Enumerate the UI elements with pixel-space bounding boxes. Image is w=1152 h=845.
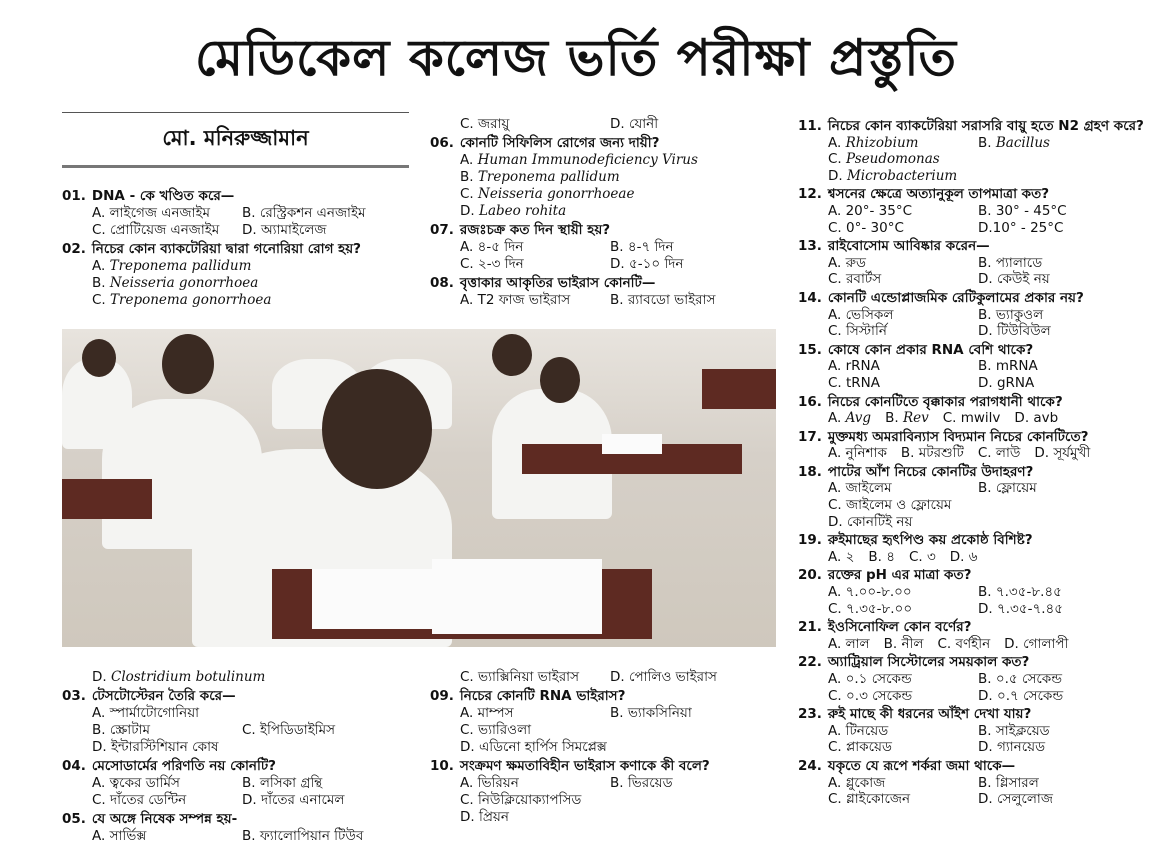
question-block [798, 186, 1148, 236]
question-block [798, 619, 1148, 652]
answer-option: B. ভ্যাকুওল [978, 306, 1044, 323]
answer-option: A. T2 ফাজ ভাইরাস [460, 292, 571, 308]
question-number: 14. [798, 289, 822, 306]
answer-option: A. রুড [828, 254, 866, 271]
question-text [430, 758, 775, 775]
answer-option: A. ৪-৫ দিন [460, 239, 524, 255]
answer-option: C. ভ্যারিওলা [460, 722, 532, 738]
answer-option: A. 20°- 35°C [828, 202, 913, 219]
answer-option: B. Rev [885, 410, 929, 427]
question-stem: টেসটোস্টেরন তৈরি করে— [91, 688, 236, 704]
answer-option: D. ৫-১০ দিন [610, 256, 684, 272]
question-block [62, 758, 412, 809]
question-number: 11. [798, 118, 822, 134]
answer-option: D. Clostridium botulinum [92, 669, 266, 685]
answer-option: B. ৪ [868, 548, 895, 565]
question-number: 23. [798, 706, 822, 723]
answer-option: D. ৭.৩৫-৭.৪৫ [978, 600, 1064, 617]
answer-option: B. Neisseria gonorrhoea [92, 275, 259, 291]
answer-option: B. নীল [883, 635, 924, 652]
answer-option: C. ০.৩ সেকেন্ড [828, 687, 913, 704]
question-stem: নিচের কোন ব্যাকটেরিয়া সরাসরি বায়ু হতে N2 গ্রহণ করে? [827, 118, 1144, 134]
question-number: 06. [430, 135, 454, 151]
answer-option: D. কেউই নয় [978, 271, 1050, 288]
question-stem: রক্তের pH এর মাত্রা কত? [827, 567, 972, 584]
answer-option: B. Bacillus [978, 134, 1050, 151]
answer-option: D. পোলিও ভাইরাস [610, 669, 717, 685]
question-text [798, 758, 1148, 775]
answer-option: C. Treponema gonorrhoea [92, 292, 272, 308]
answer-option: C. প্লাকয়েড [828, 739, 892, 756]
answer-option: D. সূর্যমুখী [1034, 445, 1091, 462]
question-text [62, 811, 412, 828]
question-stem: মেসোডার্মের পরিণতি নয় কোনটি? [91, 758, 277, 774]
answer-option: C. বর্ণহীন [937, 635, 991, 652]
question-stem: রাইবোসোম আবিষ্কার করেন— [827, 238, 990, 255]
question-stem: নিচের কোন ব্যাকটেরিয়া দ্বারা গনোরিয়া রোগ হয়? [91, 241, 362, 257]
question-block [430, 135, 775, 220]
question-text [798, 464, 1148, 481]
question-number: 07. [430, 222, 454, 238]
question-number: 20. [798, 567, 822, 584]
answer-option: D. ৬ [949, 548, 978, 565]
answer-option: B. 30° - 45°C [978, 202, 1067, 219]
answer-option: D. অ্যামাইলেজ [242, 222, 327, 238]
answer-option: C. রবার্টস [828, 271, 882, 288]
question-number: 24. [798, 757, 822, 774]
question-block [798, 238, 1148, 288]
question-text [798, 532, 1148, 549]
answer-option: C. লাউ [977, 445, 1021, 462]
answer-option: B. ৭.৩৫-৮.৪৫ [978, 584, 1062, 601]
question-stem: বৃত্তাকার আকৃতির ভাইরাস কোনটি— [459, 275, 656, 291]
answer-option: B. প্যালাডে [978, 254, 1043, 271]
question-number: 12. [798, 186, 822, 203]
question-stem: যকৃতে যে রূপে শর্করা জমা থাকে— [827, 757, 1016, 774]
answer-option: D. ০.৭ সেকেন্ড [978, 687, 1064, 704]
answer-option: D. গোলাপী [1004, 635, 1069, 652]
question-block [62, 811, 412, 845]
answer-option: D. Microbacterium [828, 167, 958, 184]
question-text [62, 758, 412, 775]
question-text [62, 241, 412, 258]
question-number: 15. [798, 341, 822, 358]
answer-option: B. mRNA [978, 358, 1038, 375]
question-number: 02. [62, 241, 86, 257]
answer-option: D.10° - 25°C [978, 219, 1064, 236]
question-stem: মুক্তমধ্য অমরাবিন্যাস বিদ্যমান নিচের কোনটিতে? [827, 428, 1089, 445]
question-block [798, 464, 1148, 530]
answer-option: C. গ্লাইকোজেন [828, 791, 911, 808]
question-text [798, 342, 1148, 359]
answer-option: B. লসিকা গ্রন্থি [242, 775, 323, 791]
answer-option: D. গ্যানয়েড [978, 739, 1046, 756]
answer-option: C. দাঁতের ডেন্টিন [92, 792, 187, 808]
answer-option: B. সাইক্লয়েড [978, 722, 1050, 739]
question-block [798, 706, 1148, 756]
answer-option: B. ০.৫ সেকেন্ড [978, 671, 1063, 687]
question-text [430, 275, 775, 292]
answer-option: D. ইন্টারস্টিশিয়ান কোষ [92, 739, 219, 755]
answer-option: C. mwilv [942, 410, 1001, 427]
question-block [798, 429, 1148, 462]
question-text [798, 118, 1148, 135]
question-stem: কোনটি সিফিলিস রোগের জন্য দায়ী? [459, 135, 660, 151]
answer-option: B. মটরশুটি [900, 445, 964, 462]
answer-option: A. ৭.০০-৮.০০ [828, 584, 912, 601]
question-block [430, 758, 775, 826]
question-block [798, 118, 1148, 184]
column-2-bottom [430, 669, 775, 826]
question-stem: শ্বসনের ক্ষেত্রে অত্যানুকূল তাপমাত্রা কত? [827, 186, 1050, 203]
answer-option: B. Treponema pallidum [460, 169, 620, 185]
answer-option: C. ইপিডিডাইমিস [242, 722, 336, 738]
question-block [798, 342, 1148, 392]
answer-option: B. ভিরয়েড [610, 775, 673, 791]
answer-option: B. ৪-৭ দিন [610, 239, 674, 255]
answer-option: C. সিস্টার্নি [828, 323, 887, 340]
question-stem: ইওসিনোফিল কোন বর্ণের? [827, 619, 972, 636]
answer-option: C. প্রোটিয়েজ এনজাইম [92, 222, 220, 238]
answer-option: D. gRNA [978, 374, 1035, 391]
answer-option: B. র‍্যাবডো ভাইরাস [610, 292, 716, 308]
answer-option: A. জাইলেম [828, 480, 892, 497]
question-block [430, 688, 775, 756]
question-block [430, 669, 775, 686]
question-text [62, 688, 412, 705]
column-1-bottom [62, 669, 412, 845]
question-block [62, 241, 412, 309]
question-text [430, 222, 775, 239]
question-number: 22. [798, 654, 822, 671]
question-block [798, 758, 1148, 808]
answer-option: B. রেস্ট্রিকশন এনজাইম [242, 205, 366, 221]
question-block [798, 567, 1148, 617]
answer-option: D. টিউবিউল [978, 323, 1051, 340]
answer-option: A. লাইগেজ এনজাইম [92, 205, 211, 221]
answer-option: C. 0°- 30°C [828, 219, 904, 236]
column-1-top [62, 186, 412, 309]
answer-option: B. ফ্যালোপিয়ান টিউব [242, 828, 364, 844]
answer-option: A. মাম্পস [460, 705, 514, 721]
question-number: 05. [62, 811, 86, 827]
question-stem: নিচের কোনটিতে বৃক্কাকার পরাগধানী থাকে? [827, 393, 1063, 410]
page-title: মেডিকেল কলেজ ভর্তি পরীক্ষা প্রস্তুতি [194, 29, 958, 87]
answer-option: D. এডিনো হার্পিস সিমপ্লেক্স [460, 739, 607, 755]
answer-option: A. গ্লুকোজ [828, 774, 886, 791]
question-stem: রুই মাছে কী ধরনের আঁইশ দেখা যায়? [827, 706, 1032, 723]
answer-option: A. ০.১ সেকেন্ড [828, 671, 912, 687]
question-number: 18. [798, 463, 822, 480]
answer-option: D. দাঁতের এনামেল [242, 792, 345, 808]
question-text [798, 394, 1148, 411]
answer-option: A. সার্ভিক্স [92, 828, 147, 844]
question-number: 10. [430, 758, 454, 774]
question-number: 17. [798, 428, 822, 445]
question-block [798, 394, 1148, 427]
question-stem: যে অঙ্গে নিষেক সম্পন্ন হয়- [91, 811, 238, 827]
question-block [62, 688, 412, 756]
exam-hall-photo [62, 329, 776, 647]
question-number: 19. [798, 532, 822, 549]
answer-option: C. Pseudomonas [828, 151, 940, 168]
answer-option: A. ত্বকের ডার্মিস [92, 775, 180, 791]
question-stem: নিচের কোনটি RNA ভাইরাস? [459, 688, 626, 704]
answer-option: A. ভিরিয়ন [460, 775, 519, 791]
answer-option: C. জরায়ু [460, 116, 510, 132]
column-3 [798, 116, 1148, 808]
answer-option: C. নিউক্লিয়োক্যাপসিড [460, 792, 582, 808]
question-stem: পাটের আঁশ নিচের কোনটির উদাহরণ? [827, 463, 1034, 480]
question-block [62, 669, 412, 686]
answer-option: A. ভেসিকল [828, 306, 894, 323]
answer-option: D. কোনটিই নয় [828, 513, 913, 530]
answer-option: A. লাল [828, 635, 870, 652]
answer-option: A. টিনয়েড [828, 722, 889, 739]
answer-option: C. ভ্যাক্সিনিয়া ভাইরাস [460, 669, 580, 685]
question-number: 21. [798, 619, 822, 636]
question-text [798, 654, 1148, 671]
question-number: 04. [62, 758, 86, 774]
answer-option: A. Rhizobium [828, 134, 919, 151]
answer-option: D. সেলুলোজ [978, 791, 1053, 808]
question-block [430, 116, 775, 133]
answer-option: A. rRNA [828, 358, 880, 375]
answer-option: C. ২-৩ দিন [460, 256, 524, 272]
answer-option: D. Labeo rohita [460, 203, 567, 219]
question-text [798, 429, 1148, 446]
question-block [798, 290, 1148, 340]
question-text [798, 290, 1148, 307]
answer-option: B. গ্লিসারল [978, 774, 1039, 791]
answer-option: C. ৩ [908, 548, 936, 565]
question-block [798, 532, 1148, 565]
question-text [798, 186, 1148, 203]
answer-option: C. ৭.৩৫-৮.০০ [828, 600, 913, 617]
answer-option: A. ২ [828, 548, 855, 565]
question-number: 01. [62, 188, 86, 204]
question-number: 16. [798, 393, 822, 410]
answer-option: D. যোনী [610, 116, 659, 132]
question-stem: কোষে কোন প্রকার RNA বেশি থাকে? [827, 341, 1034, 358]
question-stem: রজঃচক্র কত দিন স্থায়ী হয়? [459, 222, 611, 238]
question-number: 09. [430, 688, 454, 704]
answer-option: C. জাইলেম ও ফ্লোয়েম [828, 497, 952, 514]
author-byline: মো. মনিরুজ্জামান [62, 112, 409, 168]
answer-option: B. ভ্যাকসিনিয়া [610, 705, 692, 721]
column-2-top [430, 116, 775, 309]
question-number: 08. [430, 275, 454, 291]
question-number: 03. [62, 688, 86, 704]
answer-option: D. avb [1014, 410, 1059, 427]
question-text [798, 619, 1148, 636]
question-text [430, 135, 775, 152]
answer-option: C. Neisseria gonorrhoeae [460, 186, 635, 202]
answer-option: C. tRNA [828, 374, 881, 391]
question-block [430, 222, 775, 273]
answer-option: A. Human Immunodeficiency Virus [460, 152, 698, 168]
question-block [62, 188, 412, 239]
answer-option: A. Treponema pallidum [92, 258, 252, 274]
question-text [798, 567, 1148, 584]
question-block [430, 275, 775, 309]
question-text [430, 688, 775, 705]
answer-option: B. ফ্লোয়েম [978, 480, 1037, 497]
question-stem: DNA - কে খণ্ডিত করে— [91, 188, 235, 204]
question-stem: সংক্রমণ ক্ষমতাবিহীন ভাইরাস কণাকে কী বলে? [459, 758, 710, 774]
answer-option: A. Avg [828, 410, 872, 427]
question-text [798, 706, 1148, 723]
answer-option: A. স্পার্মাটোগোনিয়া [92, 705, 200, 721]
answer-option: B. স্ক্রোটাম [92, 722, 150, 738]
question-stem: রুইমাছের হৃৎপিণ্ড কয় প্রকোষ্ঠ বিশিষ্ট? [827, 532, 1033, 549]
answer-option: D. প্রিয়ন [460, 809, 509, 825]
question-stem: অ্যাট্রিয়াল সিস্টোলের সময়কাল কত? [827, 654, 1030, 671]
question-text [62, 188, 412, 205]
question-number: 13. [798, 238, 822, 255]
question-text [798, 238, 1148, 255]
answer-option: A. নুনিশাক [828, 445, 887, 462]
question-block [798, 654, 1148, 704]
question-stem: কোনটি এন্ডোপ্লাজমিক রেটিকুলামের প্রকার নয়? [827, 289, 1084, 306]
